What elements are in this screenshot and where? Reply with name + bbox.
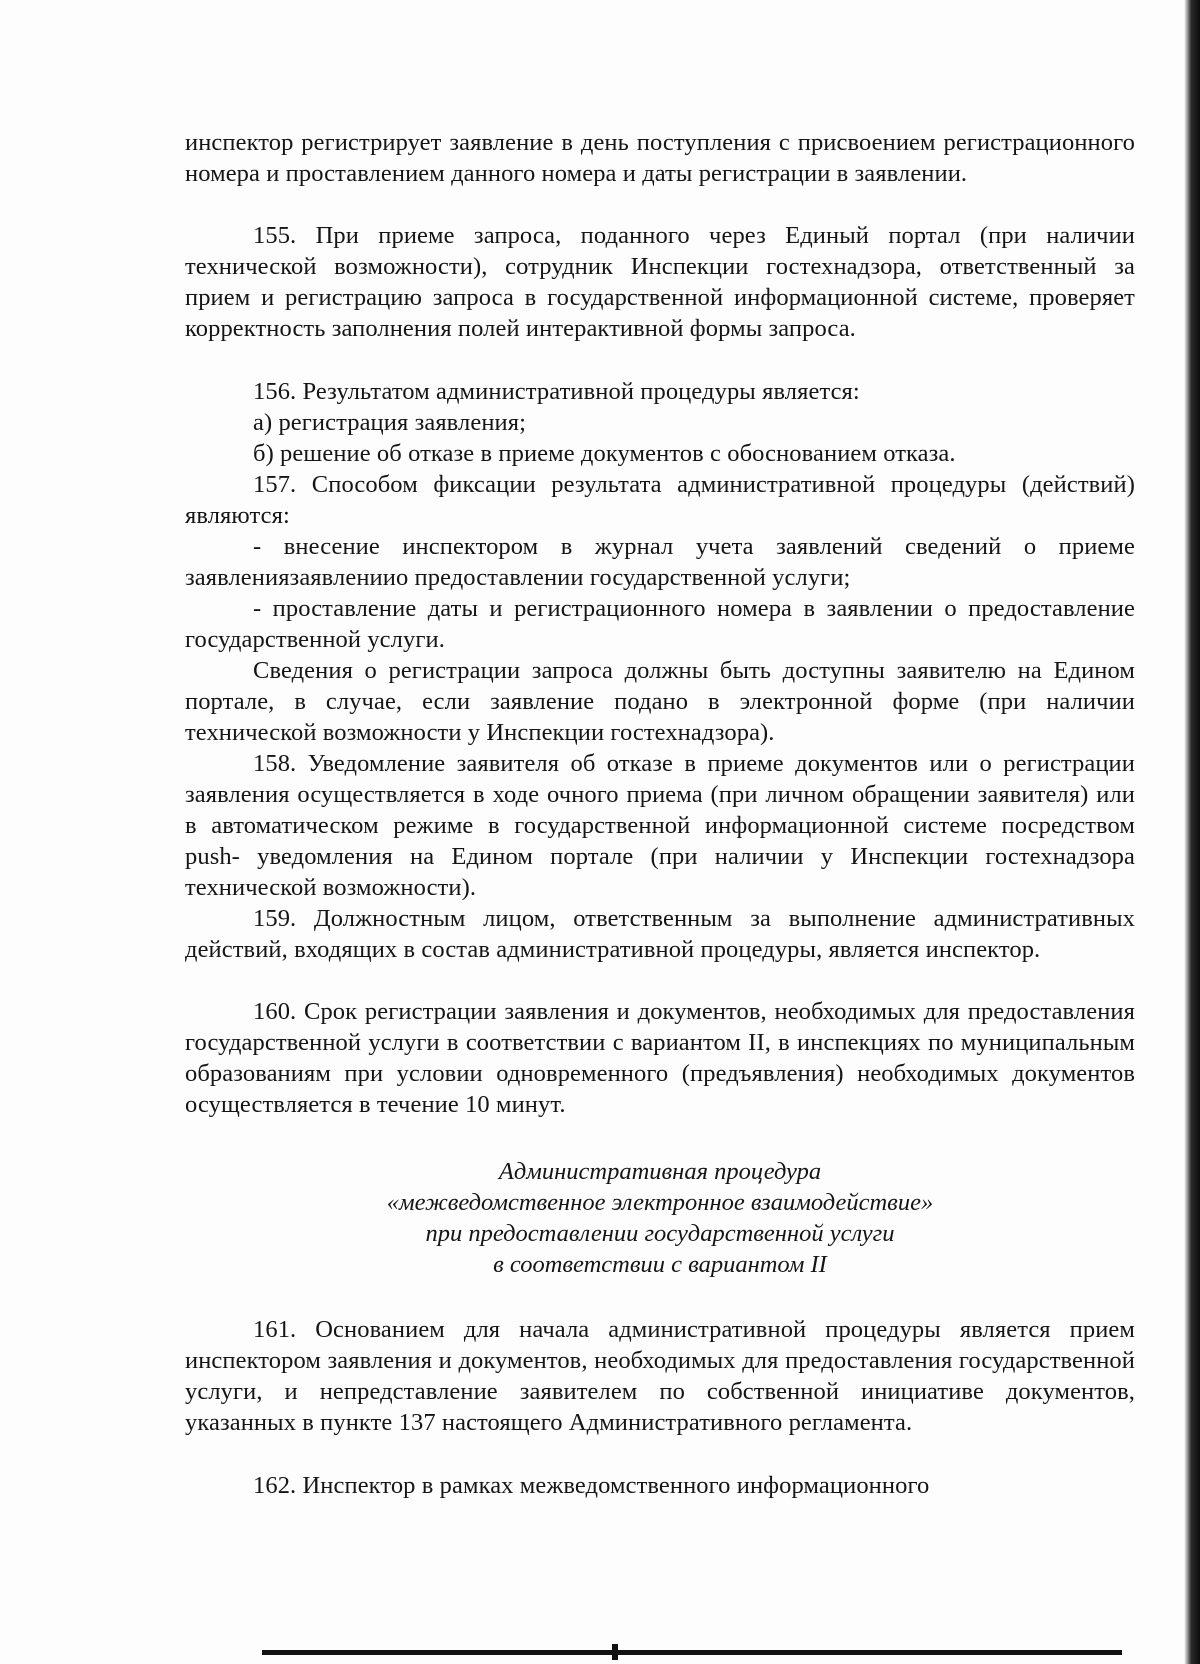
paragraph-161: 161. Основанием для начала административной процедуры является прием инспектором заявления и документов, необходимых для предоставления государственной услуги, и непредставление заявителем по собственной инициативе документов, указанных в пункте 137 настоящего Административного регламента. bbox=[185, 1316, 1135, 1436]
bottom-page-mark bbox=[612, 1644, 618, 1660]
paragraph-156-a: а) регистрация заявления; bbox=[253, 409, 527, 436]
section-heading-line-4: в соответствии с вариантом II bbox=[493, 1251, 827, 1278]
paragraph-158: 158. Уведомление заявителя об отказе в приеме документов или о регистрации заявления осуществляется в ходе очного приема (при личном обращении заявителя) или в автоматическом режиме в государственной информационной системе посредством push- уведомления на Едином портале (при наличии у Инспекции гостехнадзора технической возможности). bbox=[185, 750, 1135, 901]
section-heading-line-1: Административная процедура bbox=[498, 1158, 822, 1185]
paragraph-160: 160. Срок регистрации заявления и документов, необходимых для предоставления государственной услуги в соответствии с вариантом II, в инспекциях по муниципальным образованиям при условии одновременного (предъявления) необходимых документов осуществляется в течение 10 минут. bbox=[185, 998, 1135, 1118]
section-heading-line-3: при предоставлении государственной услуги bbox=[425, 1220, 895, 1247]
paragraph-155: 155. При приеме запроса, поданного через Единый портал (при наличии технической возможности), сотрудник Инспекции гостехнадзора, ответственный за прием и регистрацию запроса в государственной информационной системе, проверяет корректность заполнения полей интерактивной формы запроса. bbox=[185, 222, 1135, 342]
paragraph-157-b: - проставление даты и регистрационного номера в заявлении о предоставление государственной услуги. bbox=[185, 595, 1135, 653]
paragraph-157-a: - внесение инспектором в журнал учета заявлений сведений о приеме заявлениязаявлениио предоставлении государственной услуги; bbox=[185, 533, 1135, 591]
paragraph-162: 162. Инспектор в рамках межведомственного информационного bbox=[253, 1472, 930, 1499]
paragraph-continuation: инспектор регистрирует заявление в день поступления с присвоением регистрационного номера и проставлением данного номера и даты регистрации в заявлении. bbox=[185, 129, 1135, 187]
paragraph-157-c: Сведения о регистрации запроса должны быть доступны заявителю на Едином портале, в случае, если заявление подано в электронной форме (при наличии технической возможности у Инспекции гостехнадзора). bbox=[185, 657, 1135, 746]
bottom-divider bbox=[262, 1650, 1122, 1655]
paragraph-156: 156. Результатом административной процедуры является: bbox=[253, 378, 860, 405]
paragraph-159: 159. Должностным лицом, ответственным за выполнение административных действий, входящих в состав административной процедуры, является инспектор. bbox=[185, 905, 1135, 963]
section-heading-line-2: «межведомственное электронное взаимодействие» bbox=[386, 1189, 934, 1216]
paragraph-156-b: б) решение об отказе в приеме документов с обоснованием отказа. bbox=[253, 440, 956, 467]
scan-edge-shadow bbox=[1184, 0, 1200, 1664]
paragraph-157: 157. Способом фиксации результата административной процедуры (действий) являются: bbox=[185, 471, 1135, 529]
